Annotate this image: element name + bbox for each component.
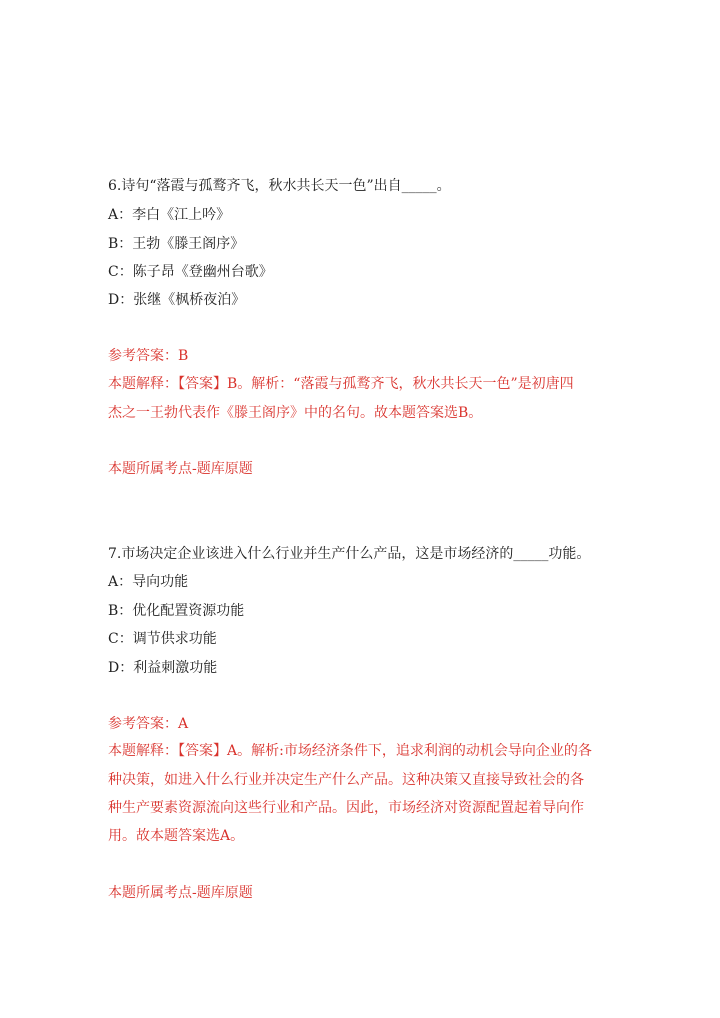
question-7-explanation-line-1: 本题解释：【答案】A。解析:市场经济条件下，追求利润的动机会导向企业的各 [108, 743, 592, 759]
question-7-option-b: B：优化配置资源功能 [108, 603, 245, 619]
question-6-option-d: D：张继《枫桥夜泊》 [108, 292, 246, 308]
question-6-explanation-line-1: 本题解释：【答案】B。解析：“落霞与孤鹜齐飞，秋水共长天一色”是初唐四 [108, 376, 574, 392]
question-6-category: 本题所属考点-题库原题 [108, 461, 253, 477]
question-7-stem: 7.市场决定企业该进入什么行业并生产什么产品，这是市场经济的_____功能。 [108, 546, 591, 562]
question-7-explanation-line-3: 种生产要素资源流向这些行业和产品。因此，市场经济对资源配置起着导向作 [108, 800, 584, 816]
question-6-option-b: B：王勃《滕王阁序》 [108, 236, 245, 252]
question-7-option-c: C：调节供求功能 [108, 631, 217, 647]
question-6-option-c: C：陈子昂《登幽州台歌》 [108, 264, 273, 280]
question-7-option-d: D：利益刺激功能 [108, 660, 218, 676]
question-7-category: 本题所属考点-题库原题 [108, 885, 253, 901]
question-7-answer: 参考答案：A [108, 716, 189, 732]
question-6-stem: 6.诗句“落霞与孤鹜齐飞，秋水共长天一色”出自_____。 [108, 178, 451, 194]
question-6-option-a: A：李白《江上吟》 [108, 207, 231, 223]
question-7-explanation-line-2: 种决策，如进入什么行业并决定生产什么产品。这种决策又直接导致社会的各 [108, 772, 584, 788]
question-6-explanation-line-2: 杰之一王勃代表作《滕王阁序》中的名句。故本题答案选B。 [108, 405, 483, 421]
question-7-explanation-line-4: 用。故本题答案选A。 [108, 828, 245, 844]
question-7-option-a: A：导向功能 [108, 574, 189, 590]
question-6-answer: 参考答案：B [108, 348, 189, 364]
